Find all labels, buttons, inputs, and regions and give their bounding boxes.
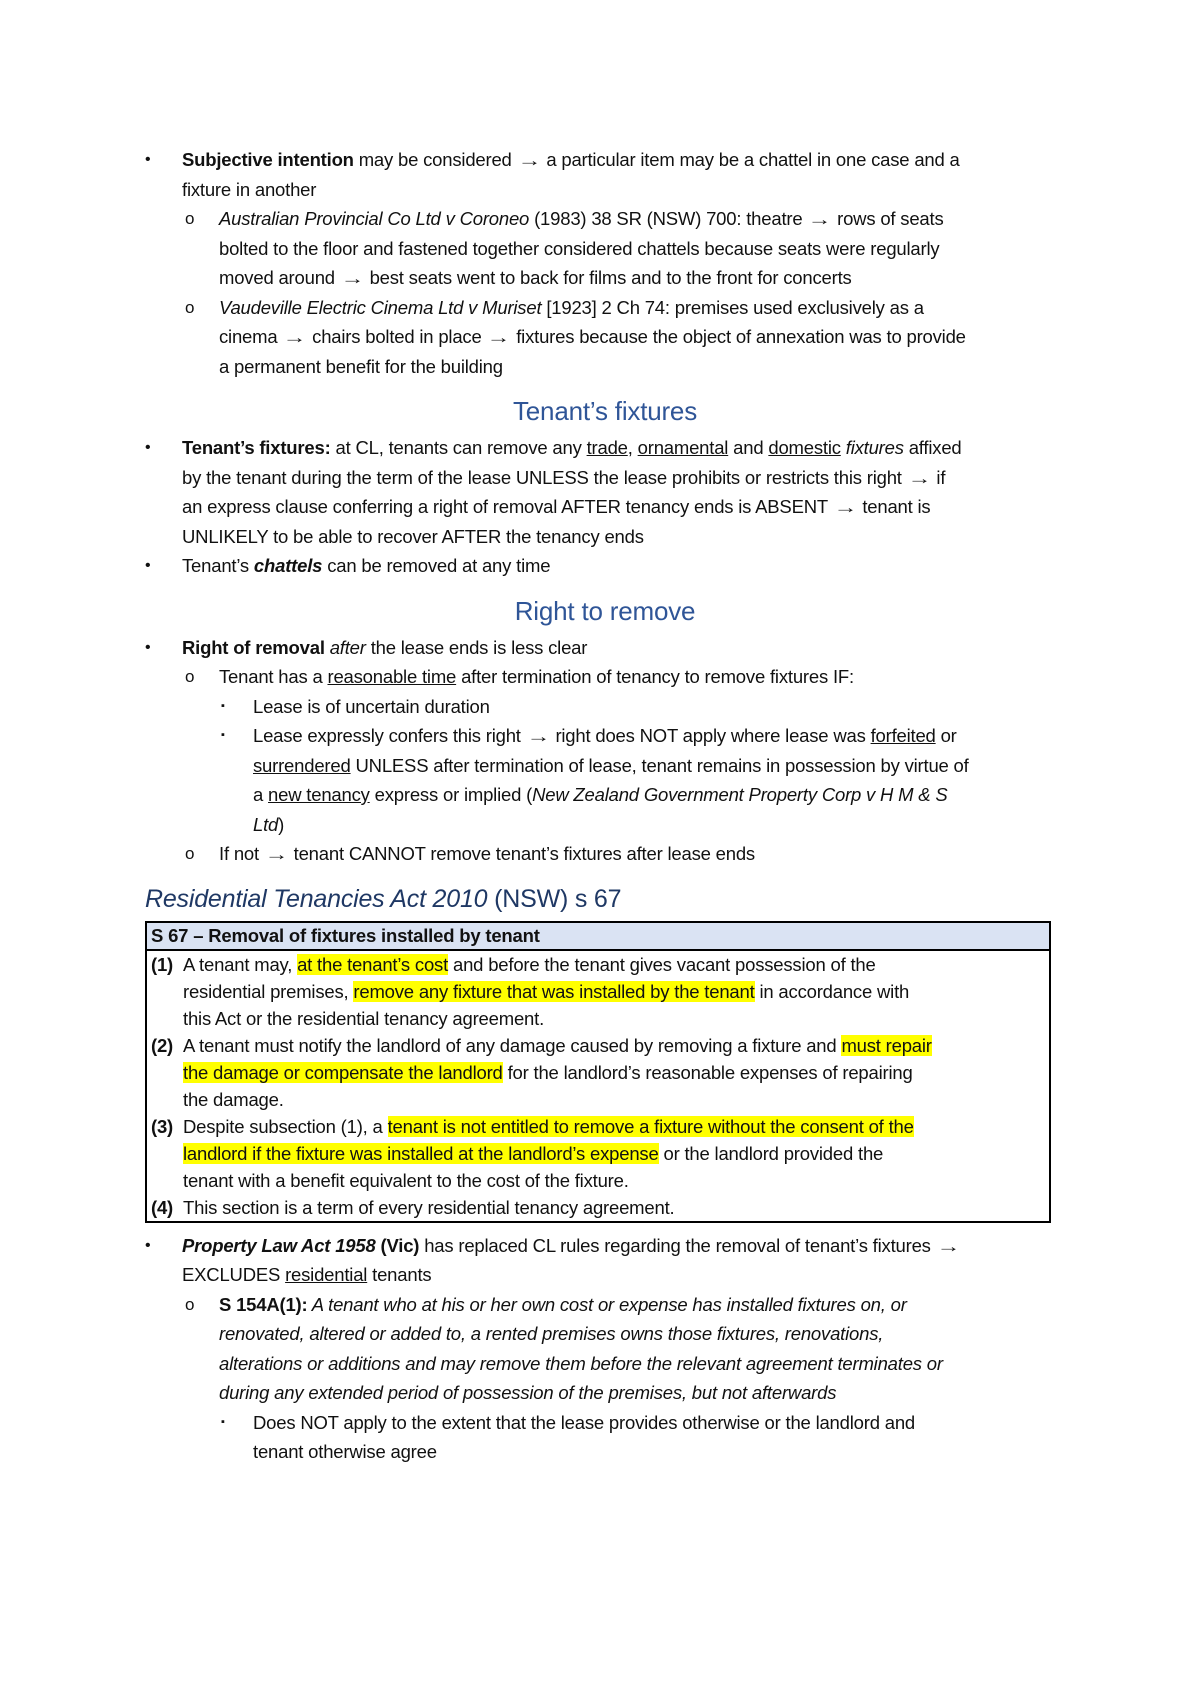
case-muriset-cont: cinema → chairs bolted in place → fixtures because the object of annexation was to provide xyxy=(145,322,1065,352)
arrow-icon: → xyxy=(487,328,511,347)
subsection-4: (4) This section is a term of every residential tenancy agreement. xyxy=(151,1196,675,1218)
heading-right-to-remove: Right to remove xyxy=(514,595,696,626)
highlight: must repair xyxy=(841,1034,932,1056)
section-67-table xyxy=(145,921,1051,1223)
highlight: tenant is not entitled to remove a fixture without the consent of the xyxy=(387,1115,914,1137)
highlight: remove any fixture that was installed by the tenant xyxy=(353,980,755,1002)
arrow-icon: → xyxy=(283,328,307,347)
sub-bullet-s154a: o S 154A(1): A tenant who at his or her own cost or expense has installed fixtures on, or xyxy=(145,1290,1065,1320)
sub-bullet-reasonable-time: o Tenant has a reasonable time after termination of tenancy to remove fixtures IF: xyxy=(145,662,1065,692)
case-muriset-cont: a permanent benefit for the building xyxy=(219,355,503,377)
sub-bullet-marker: o xyxy=(185,209,195,228)
sub-sub-bullet-uncertain: ▪ Lease is of uncertain duration xyxy=(145,692,1065,722)
sub-bullet-if-not: o If not → tenant CANNOT remove tenant’s fixtures after lease ends xyxy=(145,839,1065,869)
sub-sub-bullet-cont: a new tenancy express or implied (New Zealand Government Property Corp v H M & S xyxy=(253,784,948,805)
table-body xyxy=(146,950,1050,1222)
arrow-icon: → xyxy=(833,498,857,517)
document-content xyxy=(145,145,1065,1467)
subsection-3: (3) Despite subsection (1), a tenant is not entitled to remove a fixture without the consent of the landlord if the fixture was installed at the landlord’s expense or the landlord provided the tenant with a benefit equivalent to the cost of the fixture. xyxy=(151,1115,914,1191)
bullet-continuation: an express clause conferring a right of removal AFTER tenancy ends is ABSENT → tenant is xyxy=(145,492,1065,522)
arrow-icon: → xyxy=(264,845,289,864)
arrow-icon: → xyxy=(808,210,832,229)
sub-bullet-cont: during any extended period of possession of the premises, but not afterwards xyxy=(219,1382,837,1403)
bullet-tenants-fixtures: • Tenant’s fixtures: at CL, tenants can remove any trade, ornamental and domestic fixtures affixed xyxy=(145,433,1065,463)
bullet-continuation: fixture in another xyxy=(182,178,317,200)
case-coroneo-cont: moved around → best seats went to back for films and to the front for concerts xyxy=(145,263,1065,293)
bullet-continuation: by the tenant during the term of the lease UNLESS the lease prohibits or restricts this right → if xyxy=(145,463,1065,493)
sub-sub-bullet-cont: Ltd) xyxy=(253,813,285,835)
sub-sub-bullet-cont: tenant otherwise agree xyxy=(253,1441,437,1462)
bullet-marker: • xyxy=(145,557,151,574)
arrow-icon: → xyxy=(526,727,550,746)
bullet-marker: • xyxy=(145,439,151,456)
sub-bullet-cont: renovated, altered or added to, a rented premises owns those fixtures, renovations, xyxy=(219,1323,884,1344)
sub-sub-bullet-does-not-apply: ▪ Does NOT apply to the extent that the lease provides otherwise or the landlord and xyxy=(145,1408,1065,1438)
bullet-right-of-removal: • Right of removal after the lease ends is less clear xyxy=(145,633,1065,663)
highlight: at the tenant’s cost xyxy=(297,953,449,975)
subsection-2: (2) A tenant must notify the landlord of any damage caused by removing a fixture and must repair the damage or compensate the landlord for the landlord’s reasonable expenses of repairing the damage. xyxy=(151,1034,932,1110)
sub-bullet-marker: o xyxy=(185,1294,195,1314)
sub-sub-bullet-cont: surrendered UNLESS after termination of lease, tenant remains in possession by virtue of xyxy=(253,754,969,776)
subsection-1: (1) A tenant may, at the tenant’s cost and before the tenant gives vacant possession of the residential premises, remove any fixture that was installed by the tenant in accordance with this Act or the residential tenancy agreement. xyxy=(151,953,910,1029)
bullet-marker: • xyxy=(145,638,151,656)
square-bullet-marker: ▪ xyxy=(221,699,225,712)
table-header: S 67 – Removal of fixtures installed by tenant xyxy=(146,922,1050,950)
bullet-marker: • xyxy=(145,151,151,168)
bullet-marker: • xyxy=(145,1236,151,1254)
sub-bullet-marker: o xyxy=(185,297,195,317)
square-bullet-marker: ▪ xyxy=(221,729,225,741)
bullet-subjective-intention: • Subjective intention may be considered → a particular item may be a chattel in one case and a xyxy=(145,145,1065,175)
sub-bullet-marker: o xyxy=(185,667,195,686)
bullet-property-law-act: • Property Law Act 1958 (Vic) has replaced CL rules regarding the removal of tenant’s fixtures → xyxy=(145,1231,1065,1261)
heading-residential-tenancies-act: Residential Tenancies Act 2010 (NSW) s 67 xyxy=(145,884,622,913)
case-coroneo-cont: bolted to the floor and fastened together considered chattels because seats were regularly xyxy=(219,237,940,259)
bullet-tenants-chattels: • Tenant’s chattels can be removed at any time xyxy=(145,551,1065,581)
highlight: landlord if the fixture was installed at the landlord’s expense xyxy=(183,1142,659,1164)
sub-sub-bullet-expressly: ▪ Lease expressly confers this right → right does NOT apply where lease was forfeited or xyxy=(145,721,1065,751)
bullet-continuation: UNLIKELY to be able to recover AFTER the tenancy ends xyxy=(182,525,644,547)
case-muriset: o Vaudeville Electric Cinema Ltd v Muriset [1923] 2 Ch 74: premises used exclusively as a xyxy=(145,293,1065,323)
square-bullet-marker: ▪ xyxy=(221,1415,225,1428)
arrow-icon: → xyxy=(936,1236,960,1256)
bullet-continuation: EXCLUDES residential tenants xyxy=(182,1264,432,1285)
arrow-icon: → xyxy=(517,151,541,170)
case-coroneo: o Australian Provincial Co Ltd v Coroneo (1983) 38 SR (NSW) 700: theatre → rows of seats xyxy=(145,204,1065,234)
highlight: the damage or compensate the landlord xyxy=(183,1061,503,1083)
arrow-icon: → xyxy=(340,269,364,288)
sub-bullet-cont: alterations or additions and may remove them before the relevant agreement terminates or xyxy=(219,1352,943,1374)
sub-bullet-marker: o xyxy=(185,844,195,863)
heading-tenants-fixtures: Tenant’s fixtures xyxy=(513,396,697,426)
arrow-icon: → xyxy=(907,468,931,488)
